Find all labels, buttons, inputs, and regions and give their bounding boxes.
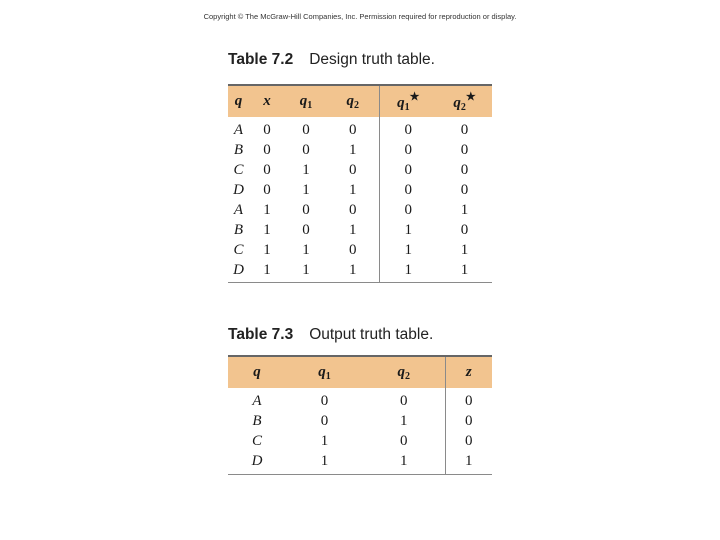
value-cell: 1	[445, 451, 492, 475]
state-cell: C	[233, 162, 244, 178]
table-row	[228, 451, 492, 475]
column-header	[249, 85, 285, 117]
output-table-label: Table 7.3	[228, 326, 294, 343]
value-cell: 0	[302, 202, 310, 218]
value-cell: 0	[460, 182, 469, 198]
header-subscript: 1	[325, 370, 331, 382]
value-cell: 1	[379, 220, 437, 240]
value-cell: 0	[379, 160, 437, 180]
star-icon: ★	[465, 91, 476, 103]
header-subscript: 2	[354, 99, 359, 111]
design-table-caption	[228, 51, 435, 69]
table-row	[228, 220, 492, 240]
table-row	[228, 411, 492, 431]
header-symbol: q	[397, 95, 405, 111]
copyright-notice: Copyright © The McGraw-Hill Companies, Inc. Permission required for reproduction or display.	[203, 12, 517, 21]
state-cell: C	[251, 433, 262, 449]
value-cell: 0	[460, 162, 469, 178]
state-cell: B	[233, 142, 244, 158]
table-header-row	[228, 356, 492, 388]
value-cell: 0	[302, 142, 310, 158]
value-cell: 0	[379, 200, 437, 220]
value-cell: 0	[349, 242, 357, 258]
header-symbol: q	[346, 92, 354, 109]
value-cell: 1	[349, 182, 357, 198]
state-cell: C	[233, 242, 244, 258]
value-cell: 1	[400, 413, 408, 429]
output-table-title: Output truth table.	[309, 326, 434, 343]
value-cell: 1	[460, 242, 469, 258]
value-cell: 0	[445, 411, 492, 431]
header-symbol: q	[234, 93, 243, 109]
star-icon: ★	[409, 91, 420, 103]
state-cell: D	[251, 453, 263, 469]
header-symbol: q	[318, 363, 326, 380]
column-header	[286, 356, 363, 388]
value-cell: 0	[263, 182, 271, 198]
value-cell: 0	[460, 222, 469, 238]
column-header	[379, 85, 437, 117]
value-cell: 0	[445, 388, 492, 411]
value-cell: 0	[320, 393, 329, 409]
header-symbol: q	[397, 363, 405, 380]
value-cell: 1	[349, 222, 357, 238]
header-symbol: z	[465, 364, 472, 380]
value-cell: 0	[302, 222, 310, 238]
design-table-label: Table 7.2	[228, 51, 294, 68]
output-table-caption	[228, 326, 433, 344]
value-cell: 1	[302, 262, 310, 278]
state-cell: B	[252, 413, 262, 429]
value-cell: 1	[460, 262, 469, 278]
header-subscript: 2	[405, 370, 410, 382]
value-cell: 1	[302, 182, 310, 198]
value-cell: 1	[349, 262, 357, 278]
column-header	[445, 356, 492, 388]
value-cell: 1	[320, 453, 329, 469]
value-cell: 0	[349, 122, 357, 138]
column-header	[327, 85, 379, 117]
value-cell: 0	[400, 393, 408, 409]
value-cell: 0	[460, 142, 469, 158]
header-subscript: 1	[307, 99, 313, 111]
value-cell: 1	[263, 262, 271, 278]
state-cell: B	[233, 222, 244, 238]
output-truth-table	[228, 355, 492, 475]
state-cell: A	[233, 122, 244, 138]
value-cell: 0	[379, 117, 437, 140]
value-cell: 1	[263, 242, 271, 258]
column-header	[437, 85, 492, 117]
value-cell: 1	[302, 242, 310, 258]
value-cell: 0	[400, 433, 408, 449]
value-cell: 0	[460, 122, 469, 138]
header-subscript: 1	[404, 102, 410, 113]
design-truth-table	[228, 84, 492, 283]
value-cell: 0	[263, 162, 271, 178]
value-cell: 0	[320, 413, 329, 429]
header-symbol: q	[453, 95, 461, 111]
value-cell: 0	[379, 180, 437, 200]
value-cell: 1	[263, 222, 271, 238]
column-header	[228, 85, 249, 117]
value-cell: 0	[302, 122, 310, 138]
value-cell: 1	[379, 240, 437, 260]
value-cell: 1	[263, 202, 271, 218]
value-cell: 1	[320, 433, 329, 449]
state-cell: A	[252, 393, 262, 409]
column-header	[285, 85, 327, 117]
state-cell: A	[233, 202, 244, 218]
table-row	[228, 431, 492, 451]
value-cell: 1	[400, 453, 408, 469]
value-cell: 0	[263, 142, 271, 158]
value-cell: 1	[379, 260, 437, 283]
value-cell: 0	[445, 431, 492, 451]
value-cell: 1	[302, 162, 310, 178]
state-cell: D	[233, 182, 244, 198]
value-cell: 0	[379, 140, 437, 160]
design-table-title: Design truth table.	[309, 51, 435, 68]
value-cell: 1	[460, 202, 469, 218]
value-cell: 1	[349, 142, 357, 158]
table-row	[228, 388, 492, 411]
header-symbol: q	[299, 92, 308, 109]
header-subscript: 2	[460, 102, 466, 113]
table-header-row	[228, 85, 492, 117]
value-cell: 0	[263, 122, 271, 138]
state-cell: D	[233, 262, 244, 278]
table-row	[228, 260, 492, 283]
value-cell: 0	[349, 202, 357, 218]
column-header	[228, 356, 286, 388]
table-row	[228, 240, 492, 260]
header-symbol: x	[263, 93, 271, 109]
table-row	[228, 160, 492, 180]
table-row	[228, 140, 492, 160]
table-row	[228, 180, 492, 200]
header-symbol: q	[253, 364, 261, 380]
table-row	[228, 200, 492, 220]
column-header	[363, 356, 445, 388]
table-row	[228, 117, 492, 140]
value-cell: 0	[349, 162, 357, 178]
